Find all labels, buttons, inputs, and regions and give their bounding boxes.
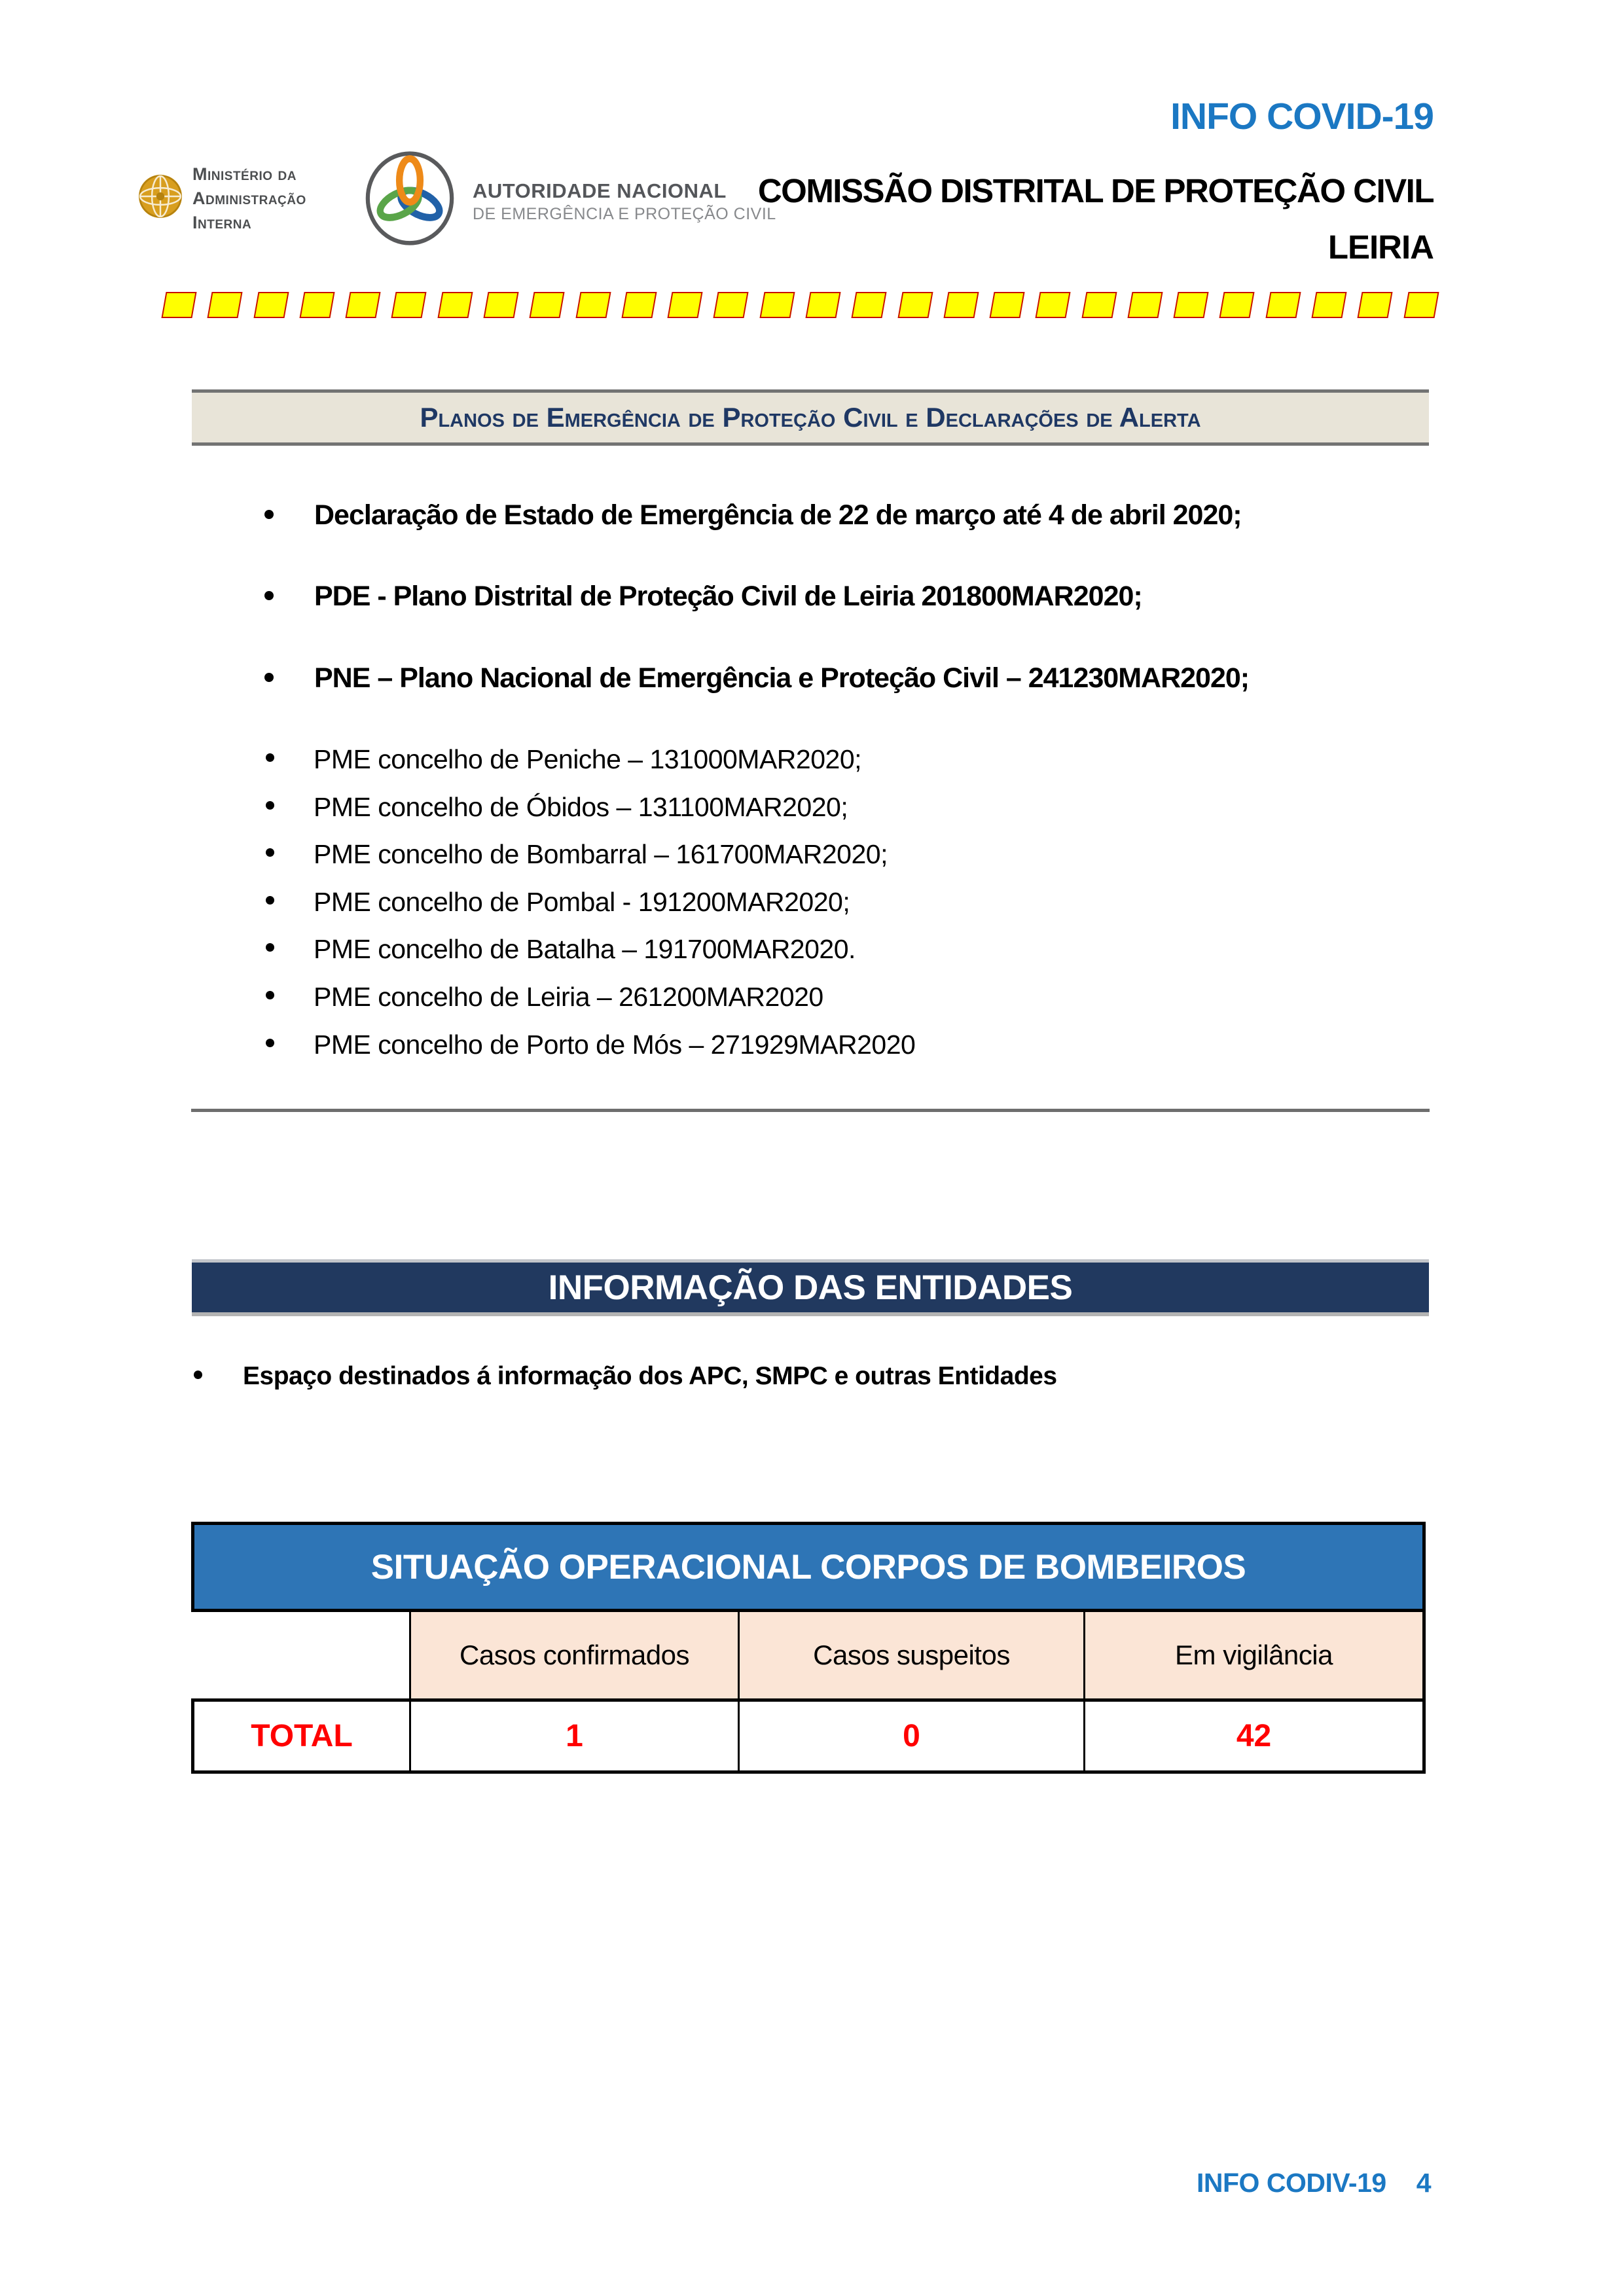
list-item (0, 838, 1440, 870)
mai-armillary-sphere-icon (138, 174, 183, 219)
commission-title: COMISSÃO DISTRITAL DE PROTEÇÃO CIVIL (757, 172, 1434, 209)
list-item-text: PME concelho de Porto de Mós – 271929MAR2020 (314, 1030, 916, 1060)
hazard-stripe (1312, 292, 1347, 318)
bullet-icon (266, 896, 274, 905)
column-header-surveillance: Em vigilância (1085, 1611, 1424, 1700)
list-item (0, 744, 1440, 775)
list-item-text: PDE - Plano Distrital de Proteção Civil de Leiria 201800MAR2020; (314, 581, 1142, 612)
list-item (0, 933, 1440, 965)
entities-note-text: Espaço destinados á informação dos APC, SMPC e outras Entidades (243, 1362, 1057, 1390)
hazard-stripe (1036, 292, 1071, 318)
page-number: 4 (1416, 2168, 1431, 2198)
hazard-stripe (1174, 292, 1209, 318)
anepc-name-line: AUTORIDADE NACIONAL (473, 179, 727, 202)
table-empty-cell (193, 1611, 410, 1700)
list-item-text: PME concelho de Peniche – 131000MAR2020; (314, 744, 862, 774)
fire-brigade-status-table (191, 1522, 1426, 1774)
table-title-row (193, 1524, 1424, 1611)
hazard-stripe (805, 292, 840, 318)
list-item-text: PME concelho de Batalha – 191700MAR2020. (314, 934, 856, 964)
hazard-stripe (530, 292, 565, 318)
total-suspected-value: 0 (739, 1700, 1085, 1772)
hazard-stripe (1127, 292, 1163, 318)
hazard-stripe (575, 292, 611, 318)
hazard-stripe (1358, 292, 1393, 318)
hazard-stripe (437, 292, 473, 318)
bullet-icon (264, 510, 274, 519)
list-item (0, 886, 1440, 918)
list-item-text: PNE – Plano Nacional de Emergência e Proteção Civil – 241230MAR2020; (314, 662, 1250, 694)
hazard-stripe (1265, 292, 1301, 318)
list-item-text: PME concelho de Leiria – 261200MAR2020 (314, 982, 823, 1012)
list-item (0, 981, 1440, 1013)
total-row-label: TOTAL (193, 1700, 410, 1772)
hazard-stripe (253, 292, 289, 318)
hazard-stripe (483, 292, 518, 318)
plans-section-title: Planos de Emergência de Proteção Civil e Declarações de Alerta (420, 402, 1201, 433)
list-item-text: Declaração de Estado de Emergência de 22 de março até 4 de abril 2020; (314, 499, 1242, 531)
hazard-stripe (1403, 292, 1439, 318)
total-surveillance-value: 42 (1085, 1700, 1424, 1772)
hazard-stripe (990, 292, 1025, 318)
entities-banner-title: INFORMAÇÃO DAS ENTIDADES (548, 1268, 1073, 1307)
bullet-icon (266, 753, 274, 762)
section-divider (191, 1109, 1430, 1112)
mai-line-2: Administração (192, 188, 306, 208)
hazard-stripe (1219, 292, 1255, 318)
hazard-stripe (621, 292, 657, 318)
plans-section-header (192, 389, 1429, 446)
mai-line-3: Interna (192, 213, 252, 232)
hazard-stripe (1081, 292, 1117, 318)
bullet-icon (266, 848, 274, 857)
table-title: SITUAÇÃO OPERACIONAL CORPOS DE BOMBEIROS (193, 1524, 1424, 1611)
table-total-row (193, 1700, 1424, 1772)
list-item (0, 499, 1440, 531)
hazard-stripe (713, 292, 749, 318)
hazard-stripe (161, 292, 196, 318)
footer-label: INFO CODIV-19 (1197, 2168, 1386, 2198)
entities-section-banner (192, 1259, 1429, 1316)
list-item (0, 580, 1440, 613)
list-item (0, 1361, 1440, 1391)
column-header-suspected: Casos suspeitos (739, 1611, 1085, 1700)
total-confirmed-value: 1 (410, 1700, 739, 1772)
masthead (517, 96, 1434, 267)
hazard-stripe (852, 292, 887, 318)
hazard-stripe (391, 292, 427, 318)
hazard-stripe (759, 292, 795, 318)
list-item-text: PME concelho de Pombal - 191200MAR2020; (314, 887, 850, 917)
bullet-icon (266, 801, 274, 810)
hazard-stripe (897, 292, 933, 318)
hazard-stripe-band (164, 292, 1437, 318)
bullet-icon (266, 1039, 274, 1047)
mai-logo-wordmark (192, 162, 306, 235)
bullet-icon (194, 1371, 202, 1379)
table-header-row (193, 1611, 1424, 1700)
hazard-stripe (208, 292, 243, 318)
info-covid-title: INFO COVID-19 (1170, 96, 1434, 137)
list-item (0, 1029, 1440, 1060)
list-item (0, 662, 1440, 694)
hazard-stripe (668, 292, 703, 318)
mai-line-1: Ministério da (192, 164, 297, 184)
bullet-icon (264, 591, 274, 600)
district-title: LEIRIA (1327, 228, 1434, 266)
anepc-subtitle-line: DE EMERGÊNCIA E PROTEÇÃO CIVIL (473, 205, 776, 223)
list-item (0, 791, 1440, 823)
bullet-icon (266, 943, 274, 952)
hazard-stripe (346, 292, 381, 318)
hazard-stripe (299, 292, 334, 318)
list-item-text: PME concelho de Óbidos – 131100MAR2020; (314, 792, 848, 822)
bullet-icon (264, 673, 274, 682)
column-header-confirmed: Casos confirmados (410, 1611, 739, 1700)
hazard-stripe (943, 292, 979, 318)
page-footer (1197, 2168, 1431, 2198)
bullet-icon (266, 991, 274, 999)
list-item-text: PME concelho de Bombarral – 161700MAR2020; (314, 839, 888, 869)
anepc-trefoil-icon (365, 151, 455, 245)
